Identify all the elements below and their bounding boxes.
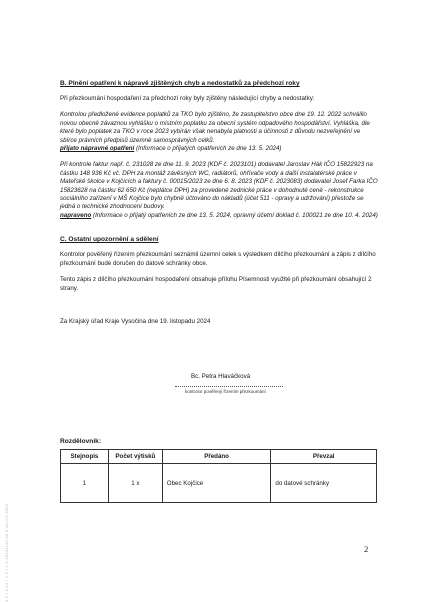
signature-place-date: Za Krajský úřad Kraje Vysočina dne 19. listopadu 2024 <box>60 317 211 325</box>
cell-count: 1 x <box>108 464 162 503</box>
cell-handed-to: Obec Kojčice <box>162 464 271 503</box>
finding-1-note: (Informace o přijatých opatřeních ze dne 13. 5. 2024) <box>134 145 282 153</box>
section-b-intro: Při přezkoumání hospodaření za předchozí roky byly zjištěny následující chyby a nedostatky: <box>60 95 315 102</box>
distribution-header-row <box>61 450 377 464</box>
finding-2-text: Při kontrole faktur např. č. 231028 ze dne 11. 9. 2023 (KDF č. 2023101) dodavatel Jaroslav Hák IČO 15822923 na částku 148 936 Kč vč. DPH za montáž závěsných WC, radiátorů, ohřívače vody a další instalatérské práce v Mateřské školce v Kojčicích a faktury č. 00015/2023 ze dne 6. 8. 2023 (KDF č. 2023083) dodavatel Josef Farka IČO 15823628 na částku 62 650 Kč (neplátce DPH) za provedené zednické práce v dohodnuté ceně - rekonstrukce sociálního zařízení v MŠ Kojčice bylo chybně účtováno do nákladů (účet 511 - opravy a udržování) přestože se jedná o technické zhodnocení budovy. <box>60 161 378 211</box>
header-copy: Stejnopis <box>61 450 109 464</box>
finding-1-status-line <box>60 145 378 153</box>
signature-line <box>175 386 283 387</box>
section-c-para-2: Tento zápis z dílčího přezkoumání hospodaření obsahuje přílohu Písemnosti využité při přezkoumání obsahující 2 strany. <box>60 276 372 292</box>
finding-2-status-line <box>60 212 378 220</box>
distribution-title: Rozdělovník: <box>60 438 102 445</box>
finding-1-text: Kontrolou předložené evidence poplatků za TKO bylo zjištěno, že zastupitelstvo obce dne 19. 12. 2022 schválilo novou obecně závaznou vyhlášku o místním poplatku za obecní systém odpadového hospodářství. Vyhláška, dle které bylo poplatek za TKO v roce 2023 vybírán však nenabyla platnosti a účinnosti z důvodu nezveřejnění ve sbírce právních předpisů územně samosprávných celků. <box>60 111 370 144</box>
section-b-heading: B. Plnění opatření k nápravě zjištěných chyb a nedostatků za předchozí roky <box>60 80 300 87</box>
distribution-table <box>60 449 377 503</box>
document-body <box>60 80 378 326</box>
finding-1-status: přijato nápravné opatření <box>60 145 135 153</box>
signature-name: Bc. Petra Hlaváčková <box>191 373 251 380</box>
side-watermark: 1.2 / 1.12 / 2.2 / 1.0 20241119.00.5.40.0:0 XX/X <box>4 503 9 602</box>
header-handed-to: Předáno <box>162 450 271 464</box>
cell-received: do datové schránky <box>271 464 377 503</box>
section-c-heading: C. Ostatní upozornění a sdělení <box>60 236 159 244</box>
signature-role: kontrolor pověřený řízením přezkoumání <box>185 389 266 394</box>
header-count: Počet výtisků <box>108 450 162 464</box>
finding-2-note: (Informace o přijatý opatřeních ze dne 13. 5. 2024, opravný účetní doklad č. 100021 ze dne 10. 4. 2024) <box>91 211 378 219</box>
finding-2-status: napraveno <box>60 211 92 219</box>
section-c-para-1: Kontrolor pověřený řízením přezkoumání seznámil územní celek s výsledkem dílčího přezkoumání a zápis z dílčího přezkoumání bude doručen do datové schránky obce. <box>60 251 376 267</box>
page-number: 2 <box>364 544 369 554</box>
header-received: Převzal <box>271 450 377 464</box>
cell-copy: 1 <box>61 464 109 503</box>
table-row <box>61 464 377 503</box>
